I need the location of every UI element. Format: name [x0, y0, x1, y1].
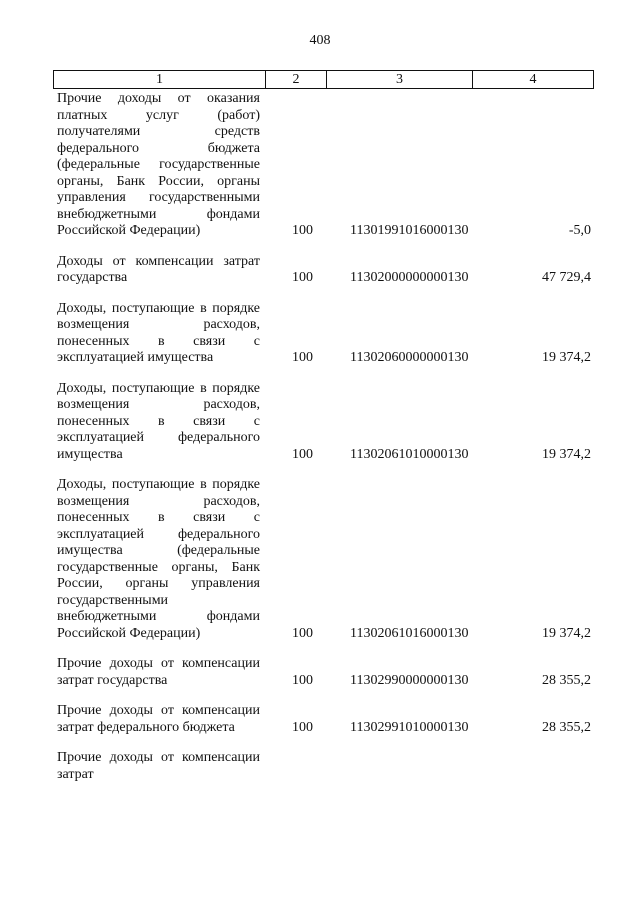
row-budget-code: 11302000000000130	[350, 270, 469, 285]
row-admin-code: 100	[292, 446, 313, 462]
table-row	[57, 254, 597, 287]
header-col-3: 3	[327, 71, 473, 88]
row-amount: 47 729,4	[542, 270, 591, 285]
table-header	[53, 70, 594, 89]
row-admin-code: 100	[292, 270, 313, 285]
row-amount: 19 374,2	[542, 625, 591, 641]
row-description: Доходы, поступающие в порядке возмещения расходов, понесенных в связи с эксплуатацией имущества	[57, 300, 260, 365]
table-row	[57, 301, 597, 367]
row-description: Прочие доходы от компенсации затрат	[57, 750, 260, 782]
row-description: Прочие доходы от компенсации затрат федерального бюджета	[57, 703, 260, 735]
row-budget-code: 11302061010000130	[350, 446, 469, 462]
row-budget-code: 11302991010000130	[350, 719, 469, 735]
row-admin-code: 100	[292, 223, 313, 238]
header-col-1: 1	[54, 71, 266, 88]
row-amount: 28 355,2	[542, 672, 591, 688]
header-col-2: 2	[266, 71, 327, 88]
table-row	[57, 477, 597, 642]
row-amount: -5,0	[568, 223, 591, 238]
row-amount: 19 374,2	[542, 350, 591, 365]
row-amount: 28 355,2	[542, 719, 591, 735]
row-budget-code: 11301991016000130	[350, 223, 469, 238]
table-row	[57, 703, 597, 736]
table-row	[57, 656, 597, 689]
row-admin-code: 100	[292, 719, 313, 735]
table-row	[57, 750, 597, 783]
row-budget-code: 11302990000000130	[350, 672, 469, 688]
row-description: Доходы, поступающие в порядке возмещения расходов, понесенных в связи с эксплуатацией федерального имущества	[57, 380, 260, 462]
table-row	[57, 91, 597, 240]
row-amount: 19 374,2	[542, 446, 591, 462]
row-description: Доходы, поступающие в порядке возмещения расходов, понесенных в связи с эксплуатацией федерального имущества (федеральные государственные органы, Банк России, органы управления государственными внебюджетными фондами Российской Федерации)	[57, 477, 260, 641]
row-budget-code: 11302061016000130	[350, 625, 469, 641]
row-admin-code: 100	[292, 672, 313, 688]
row-description: Прочие доходы от оказания платных услуг (работ) получателями средств федерального бюджета (федеральные государственные органы, Банк России, органы управления государственными внебюджетными фондами Российской Федерации)	[57, 91, 260, 238]
page-number: 408	[309, 33, 331, 48]
row-admin-code: 100	[292, 625, 313, 641]
row-budget-code: 11302060000000130	[350, 350, 469, 365]
row-description: Доходы от компенсации затрат государства	[57, 253, 260, 285]
header-col-4: 4	[529, 72, 537, 87]
row-description: Прочие доходы от компенсации затрат государства	[57, 656, 260, 688]
table-row	[57, 381, 597, 464]
row-admin-code: 100	[292, 350, 313, 365]
table-body	[57, 91, 597, 797]
